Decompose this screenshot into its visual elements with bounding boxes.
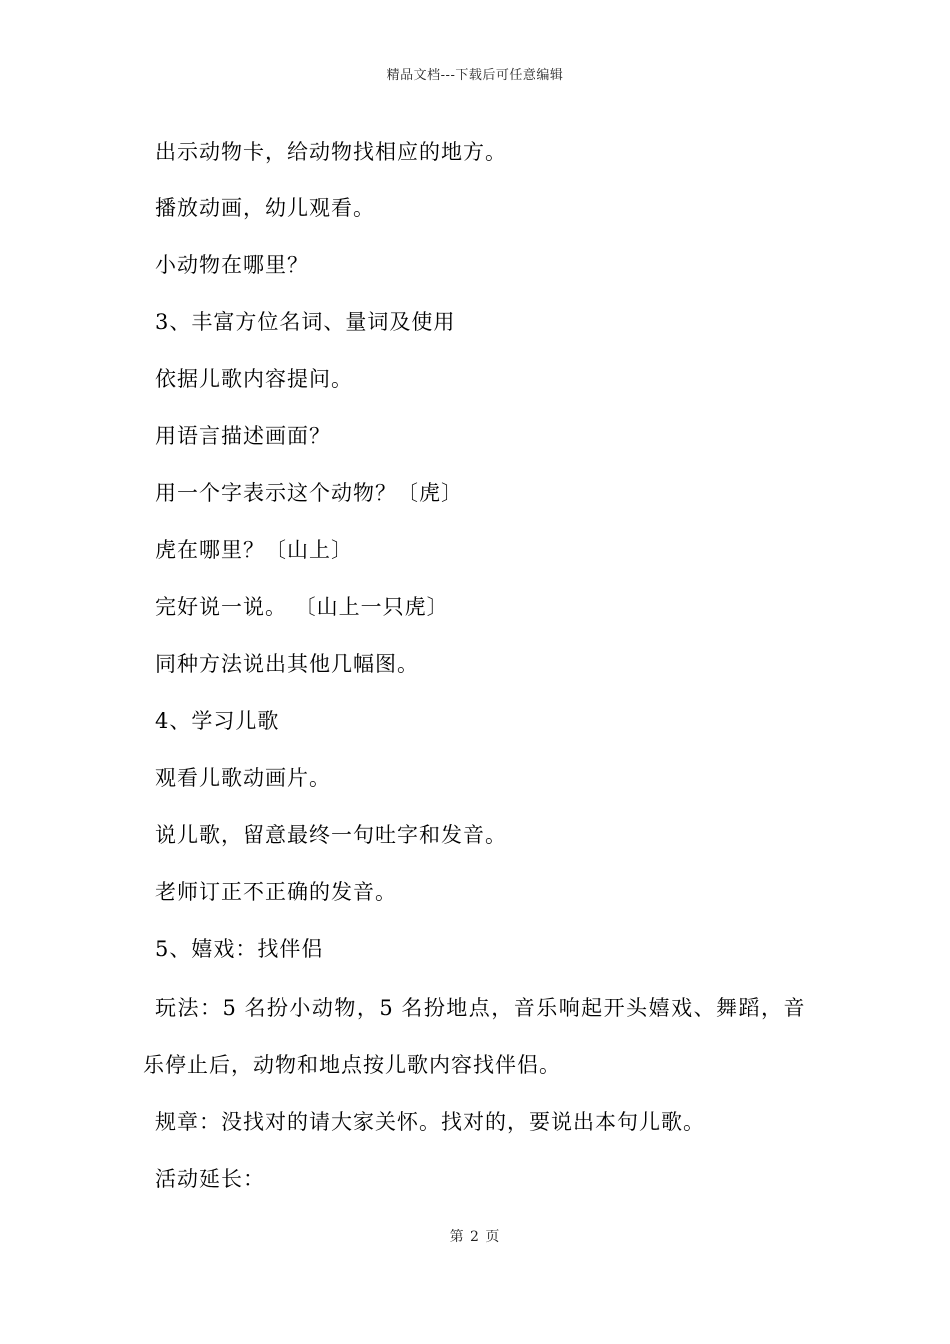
body-line: 用语言描述画面？ [155,424,331,448]
body-line: 虎在哪里？〔山上〕 [155,538,353,562]
body-line: 完好说一说。 〔山上一只虎〕 [155,595,449,619]
body-line: 观看儿歌动画片。 [155,766,331,790]
body-line: 乐停止后，动物和地点按儿歌内容找伴侣。 [143,1053,561,1077]
page-header: 精品文档---下载后可任意编辑 [386,68,564,83]
body-line: 规章：没找对的请大家关怀。找对的，要说出本句儿歌。 [155,1110,705,1134]
section-heading: 4、学习儿歌 [155,709,280,733]
body-line: 同种方法说出其他几幅图。 [155,652,419,676]
page-number: 第 2 页 [449,1229,501,1245]
body-line: 依据儿歌内容提问。 [155,367,353,391]
body-line: 玩法：5 名扮小动物，5 名扮地点，音乐响起开头嬉戏、舞蹈，音 [155,996,805,1020]
body-line: 活动延长： [155,1167,265,1191]
body-line: 说儿歌，留意最终一句吐字和发音。 [155,823,507,847]
body-line: 播放动画，幼儿观看。 [155,196,375,220]
body-line: 出示动物卡，给动物找相应的地方。 [155,140,507,164]
body-line: 用一个字表示这个动物？〔虎〕 [155,481,463,505]
section-heading: 5、嬉戏：找伴侣 [155,937,324,961]
body-line: 小动物在哪里？ [155,253,309,277]
section-heading: 3、丰富方位名词、量词及使用 [155,310,456,334]
body-line: 老师订正不正确的发音。 [155,880,397,904]
